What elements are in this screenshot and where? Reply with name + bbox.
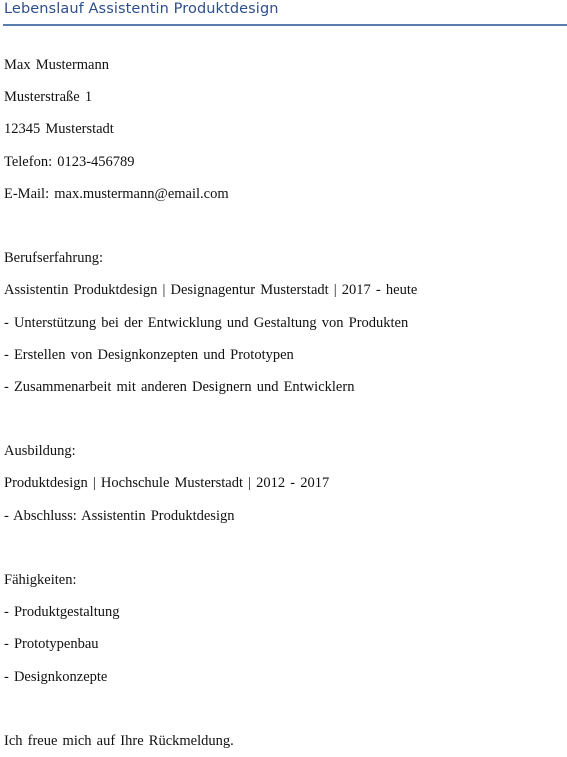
contact-email: E-Mail: max.mustermann@email.com	[4, 185, 229, 202]
section-spacer	[4, 532, 564, 564]
skills-item: - Prototypenbau	[4, 636, 99, 653]
education-degree: Produktdesign | Hochschule Musterstadt | 2012 - 2017	[4, 475, 330, 492]
education-heading: Ausbildung:	[4, 443, 76, 460]
contact-section	[4, 49, 564, 210]
experience-heading: Berufserfahrung:	[4, 250, 104, 267]
document-title: Lebenslauf Assistentin Produktdesign	[4, 1, 279, 17]
contact-phone: Telefon: 0123-456789	[4, 153, 135, 170]
section-spacer	[4, 403, 564, 435]
experience-position: Assistentin Produktdesign | Designagentur Musterstadt | 2017 - heute	[4, 282, 418, 299]
experience-item: - Erstellen von Designkonzepten und Prototypen	[4, 346, 294, 363]
experience-item: - Zusammenarbeit mit anderen Designern und Entwicklern	[4, 378, 355, 395]
skills-heading: Fähigkeiten:	[4, 572, 77, 588]
education-item: - Abschluss: Assistentin Produktdesign	[4, 507, 235, 524]
section-spacer	[4, 693, 564, 725]
experience-item: - Unterstützung bei der Entwicklung und Gestaltung von Produkten	[4, 314, 409, 331]
skills-section	[4, 564, 564, 693]
contact-street: Musterstraße 1	[4, 89, 93, 106]
skills-item: - Designkonzepte	[4, 668, 108, 685]
contact-name: Max Mustermann	[4, 57, 109, 73]
document-header	[3, 0, 567, 26]
education-section	[4, 435, 564, 532]
closing-line: Ich freue mich auf Ihre Rückmeldung.	[4, 732, 234, 749]
document-body	[4, 49, 564, 757]
experience-section	[4, 242, 564, 403]
section-spacer	[4, 210, 564, 242]
contact-city: 12345 Musterstadt	[4, 121, 114, 138]
skills-item: - Produktgestaltung	[4, 604, 120, 621]
